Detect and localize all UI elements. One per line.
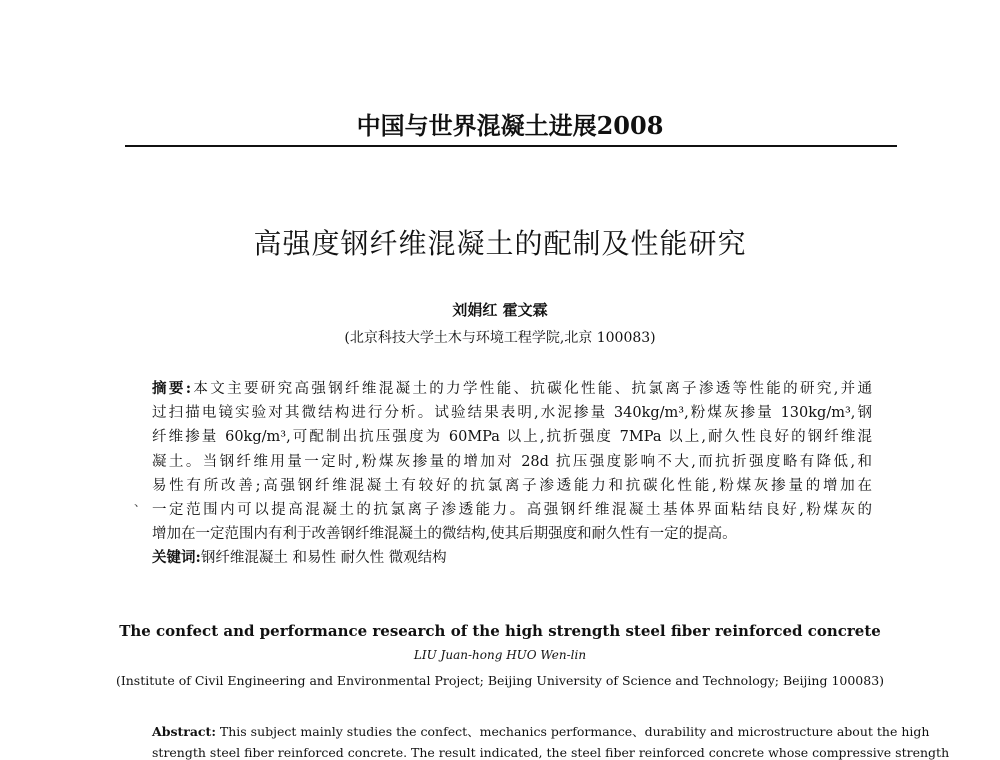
english-authors: LIU Juan-hong HUO Wen-lin <box>413 648 587 662</box>
keywords-cn-label: 关键词: <box>152 549 201 566</box>
header-rule <box>125 145 897 147</box>
abstract-cn-label: 摘要: <box>152 380 192 397</box>
english-abstract-line <box>152 722 930 740</box>
english-affiliation: (Institute of Civil Engineering and Environmental Project; Beijing University of Science and Technology; Beijing 100083) <box>115 673 885 688</box>
abstract-cn-line: 增加在一定范围内有利于改善钢纤维混凝土的微结构,使其后期强度和耐久性有一定的提高。 <box>152 526 737 542</box>
journal-header: 中国与世界混凝土进展2008 <box>356 111 664 140</box>
abstract-cn-line: 一定范围内可以提高混凝土的抗氯离子渗透能力。高强钢纤维混凝土基体界面粘结良好,粉煤灰的 <box>152 502 872 518</box>
abstract-cn-line: 易性有所改善;高强钢纤维混凝土有较好的抗氯离子渗透能力和抗碳化性能,粉煤灰掺量的增加在 <box>152 478 872 494</box>
abstract-cn-line: 纤维掺量 60kg/m³,可配制出抗压强度为 60MPa 以上,抗折强度 7MPa 以上,耐久性良好的钢纤维混 <box>152 429 872 445</box>
scan-speck: 、 <box>134 495 147 509</box>
english-abstract-label: Abstract: <box>152 724 216 739</box>
keywords-cn <box>152 546 872 567</box>
authors: 刘娟红 霍文霖 <box>452 301 548 319</box>
abstract-cn-text: 本文主要研究高强钢纤维混凝土的力学性能、抗碳化性能、抗氯离子渗透等性能的研究,并通 <box>191 381 873 397</box>
abstract-cn-line: 凝土。当钢纤维用量一定时,粉煤灰掺量的增加对 28d 抗压强度影响不大,而抗折强度略有降低,和 <box>152 454 872 470</box>
english-abstract-text: This subject mainly studies the confect、mechanics performance、durability and microstructure about the high <box>215 724 930 739</box>
affiliation: (北京科技大学土木与环境工程学院,北京 100083) <box>344 330 656 346</box>
abstract-cn-line <box>152 377 872 398</box>
keywords-cn-text: 钢纤维混凝土 和易性 耐久性 微观结构 <box>200 550 447 566</box>
paper-title: 高强度钢纤维混凝土的配制及性能研究 <box>253 227 747 260</box>
english-abstract-line: strength steel fiber reinforced concrete. The result indicated, the steel fiber reinforced concrete whose compressive strength <box>152 745 950 760</box>
english-title: The confect and performance research of the high strength steel fiber reinforced concrete <box>119 622 881 640</box>
abstract-cn-line: 过扫描电镜实验对其微结构进行分析。试验结果表明,水泥掺量 340kg/m³,粉煤灰掺量 130kg/m³,钢 <box>152 405 872 421</box>
